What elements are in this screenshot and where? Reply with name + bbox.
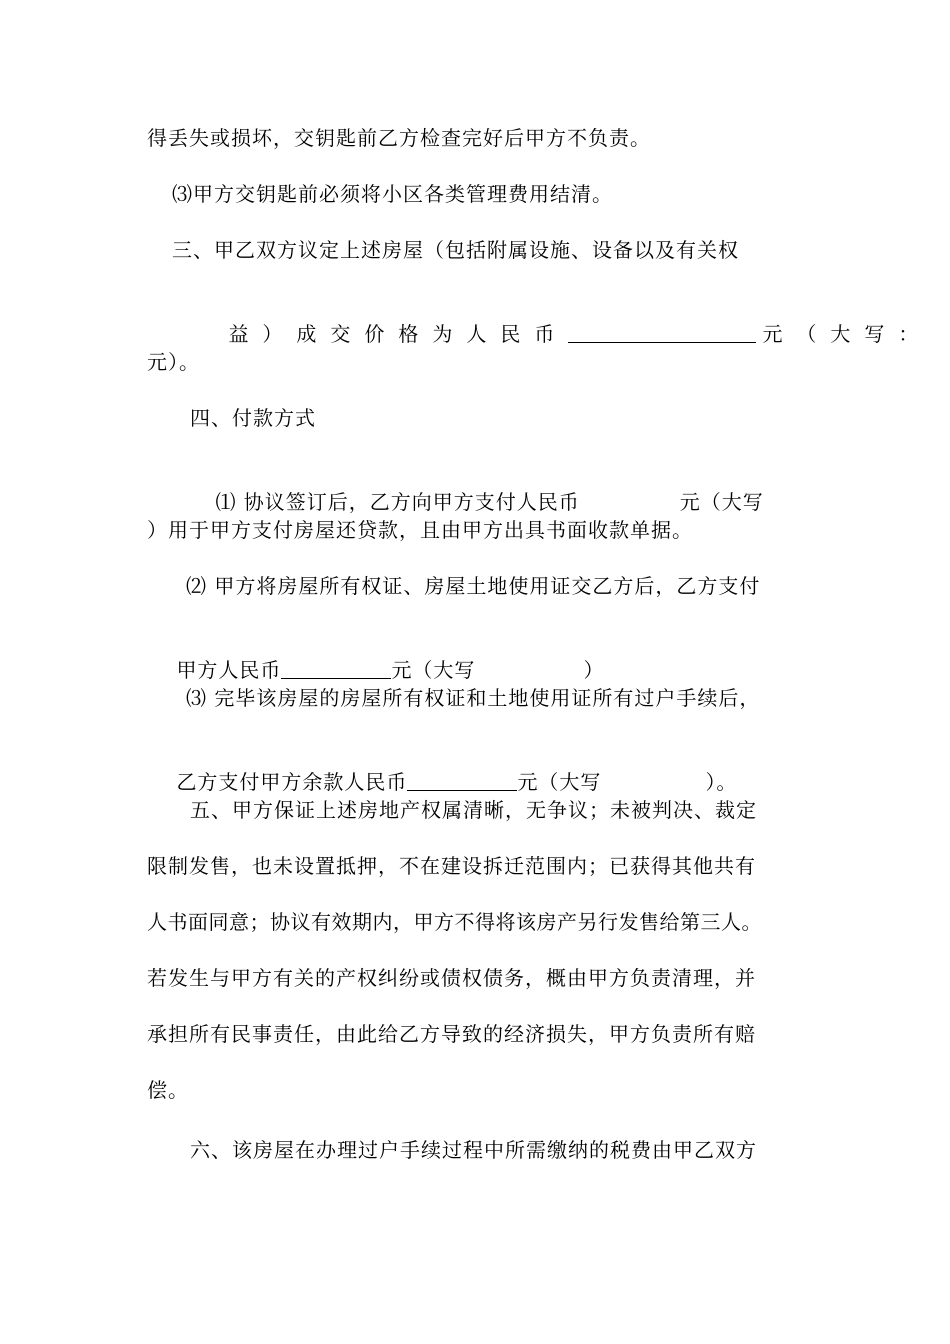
- text-fragment: ）。: [705, 770, 738, 794]
- text-line: 限制发售，也未设置抵押，不在建设拆迁范围内；已获得其他共有: [147, 854, 756, 878]
- text-fragment: 元（大写: [679, 490, 764, 514]
- text-fragment: 甲方人民币: [176, 658, 282, 682]
- text-line: 元）。: [147, 350, 200, 374]
- text-line: ⑶甲方交钥匙前必须将小区各类管理费用结清。: [172, 182, 613, 206]
- text-fragment: 元（大写: [517, 770, 602, 794]
- text-line: 承担所有民事责任，由此给乙方导致的经济损失，甲方负责所有赔: [147, 1022, 756, 1046]
- text-fragment: ）: [583, 658, 605, 682]
- blank-price-amount: [568, 322, 756, 343]
- text-line: 偿。: [147, 1078, 189, 1102]
- clause-4-heading: 四、付款方式: [190, 406, 316, 430]
- text-fragment: 乙方支付甲方余款人民币: [176, 770, 408, 794]
- text-line: 若发生与甲方有关的产权纠纷或债权债务，概由甲方负责清理，并: [147, 966, 756, 990]
- text-line: 得丢失或损坏，交钥匙前乙方检查完好后甲方不负责。: [147, 126, 651, 150]
- text-line: 人书面同意；协议有效期内，甲方不得将该房产另行发售给第三人。: [147, 910, 762, 934]
- text-fragment: 元（大写：: [762, 322, 933, 346]
- text-line: ⑶ 完毕该房屋的房屋所有权证和土地使用证所有过户手续后，: [186, 686, 761, 710]
- text-line: ）用于甲方支付房屋还贷款，且由甲方出具书面收款单据。: [147, 518, 693, 542]
- text-fragment: 元（大写: [391, 658, 476, 682]
- text-fragment: 益）成交价格为人民币: [228, 322, 569, 346]
- text-line: ⑵ 甲方将房屋所有权证、房屋土地使用证交乙方后，乙方支付: [186, 574, 761, 598]
- text-fragment: ⑴ 协议签订后，乙方向甲方支付人民币: [215, 490, 580, 514]
- blank-payment-2-amount: [281, 658, 391, 679]
- clause-5-heading: 五、甲方保证上述房地产权属清晰，无争议；未被判决、裁定: [190, 798, 757, 822]
- clause-3-heading: 三、甲乙双方议定上述房屋（包括附属设施、设备以及有关权: [172, 238, 739, 262]
- text-line: [147, 292, 932, 376]
- clause-6-heading: 六、该房屋在办理过户手续过程中所需缴纳的税费由甲乙双方: [190, 1138, 757, 1162]
- blank-payment-3-amount: [407, 770, 517, 791]
